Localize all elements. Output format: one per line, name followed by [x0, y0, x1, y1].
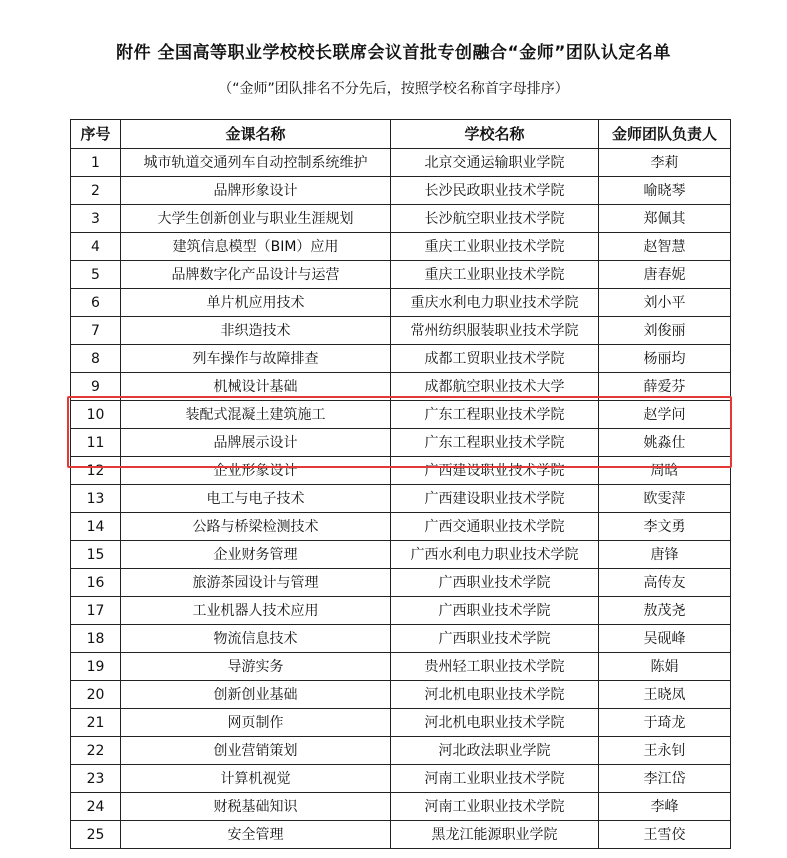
- cell-course-name: 非织造技术: [121, 317, 391, 345]
- cell-school-name: 河北政法职业学院: [391, 737, 599, 765]
- table-row: [71, 709, 731, 737]
- table-row: [71, 625, 731, 653]
- cell-course-name: 电工与电子技术: [121, 485, 391, 513]
- cell-school-name: 广西水利电力职业技术学院: [391, 541, 599, 569]
- cell-school-name: 长沙航空职业技术学院: [391, 205, 599, 233]
- cell-school-name: 长沙民政职业技术学院: [391, 177, 599, 205]
- cell-number: 24: [71, 793, 121, 821]
- cell-number: 8: [71, 345, 121, 373]
- table-row: [71, 345, 731, 373]
- table-header-row: [71, 120, 731, 149]
- cell-number: 12: [71, 457, 121, 485]
- cell-team-leader: 刘小平: [599, 289, 731, 317]
- cell-course-name: 单片机应用技术: [121, 289, 391, 317]
- cell-school-name: 黑龙江能源职业学院: [391, 821, 599, 849]
- document-title: 附件 全国高等职业学校校长联席会议首批专创融合“金师”团队认定名单: [116, 43, 671, 63]
- cell-school-name: 广西交通职业技术学院: [391, 513, 599, 541]
- cell-number: 15: [71, 541, 121, 569]
- table-row: [71, 457, 731, 485]
- cell-course-name: 企业财务管理: [121, 541, 391, 569]
- table-row: [71, 233, 731, 261]
- table-row: [71, 205, 731, 233]
- cell-school-name: 广东工程职业技术学院: [391, 429, 599, 457]
- header-team-leader: 金师团队负责人: [599, 120, 731, 149]
- table-body: [71, 149, 731, 849]
- table-row: [71, 317, 731, 345]
- cell-team-leader: 王永钊: [599, 737, 731, 765]
- cell-course-name: 建筑信息模型（BIM）应用: [121, 233, 391, 261]
- table-row: [71, 261, 731, 289]
- document-subtitle: （“金师”团队排名不分先后，按照学校名称首字母排序）: [218, 81, 569, 97]
- cell-team-leader: 王雪佼: [599, 821, 731, 849]
- cell-team-leader: 敖茂尧: [599, 597, 731, 625]
- cell-number: 16: [71, 569, 121, 597]
- cell-number: 9: [71, 373, 121, 401]
- cell-team-leader: 唐锋: [599, 541, 731, 569]
- cell-school-name: 常州纺织服装职业技术学院: [391, 317, 599, 345]
- cell-course-name: 财税基础知识: [121, 793, 391, 821]
- header-course-name: 金课名称: [121, 120, 391, 149]
- cell-team-leader: 赵学问: [599, 401, 731, 429]
- cell-course-name: 创新创业基础: [121, 681, 391, 709]
- cell-school-name: 广西职业技术学院: [391, 597, 599, 625]
- table-row: [71, 737, 731, 765]
- cell-team-leader: 唐春妮: [599, 261, 731, 289]
- cell-team-leader: 陈娟: [599, 653, 731, 681]
- cell-school-name: 贵州轻工职业技术学院: [391, 653, 599, 681]
- cell-number: 11: [71, 429, 121, 457]
- cell-number: 21: [71, 709, 121, 737]
- cell-course-name: 创业营销策划: [121, 737, 391, 765]
- cell-team-leader: 李文勇: [599, 513, 731, 541]
- cell-number: 6: [71, 289, 121, 317]
- cell-team-leader: 欧雯萍: [599, 485, 731, 513]
- table-row: [71, 765, 731, 793]
- cell-number: 1: [71, 149, 121, 177]
- cell-team-leader: 薛爱芬: [599, 373, 731, 401]
- cell-course-name: 列车操作与故障排查: [121, 345, 391, 373]
- cell-number: 13: [71, 485, 121, 513]
- cell-school-name: 广西职业技术学院: [391, 569, 599, 597]
- cell-number: 2: [71, 177, 121, 205]
- list-table-container: [70, 119, 730, 849]
- cell-school-name: 河北机电职业技术学院: [391, 681, 599, 709]
- cell-school-name: 河南工业职业技术学院: [391, 765, 599, 793]
- table-row: [71, 597, 731, 625]
- cell-course-name: 旅游茶园设计与管理: [121, 569, 391, 597]
- cell-school-name: 成都航空职业技术大学: [391, 373, 599, 401]
- cell-school-name: 成都工贸职业技术学院: [391, 345, 599, 373]
- cell-course-name: 导游实务: [121, 653, 391, 681]
- cell-number: 23: [71, 765, 121, 793]
- cell-school-name: 广西职业技术学院: [391, 625, 599, 653]
- table-row: [71, 513, 731, 541]
- table-row: [71, 821, 731, 849]
- cell-team-leader: 刘俊丽: [599, 317, 731, 345]
- table-row: [71, 485, 731, 513]
- cell-course-name: 安全管理: [121, 821, 391, 849]
- cell-course-name: 工业机器人技术应用: [121, 597, 391, 625]
- cell-number: 22: [71, 737, 121, 765]
- cell-school-name: 广西建设职业技术学院: [391, 485, 599, 513]
- cell-course-name: 大学生创新创业与职业生涯规划: [121, 205, 391, 233]
- cell-course-name: 计算机视觉: [121, 765, 391, 793]
- cell-number: 17: [71, 597, 121, 625]
- cell-team-leader: 李江岱: [599, 765, 731, 793]
- cell-team-leader: 于琦龙: [599, 709, 731, 737]
- table-row: [71, 373, 731, 401]
- cell-number: 4: [71, 233, 121, 261]
- table-row: [71, 177, 731, 205]
- header-number: 序号: [71, 120, 121, 149]
- cell-number: 25: [71, 821, 121, 849]
- table-row: [71, 653, 731, 681]
- cell-school-name: 广东工程职业技术学院: [391, 401, 599, 429]
- cell-school-name: 重庆工业职业技术学院: [391, 233, 599, 261]
- header-school-name: 学校名称: [391, 120, 599, 149]
- cell-team-leader: 高传友: [599, 569, 731, 597]
- cell-team-leader: 姚淼仕: [599, 429, 731, 457]
- cell-course-name: 品牌形象设计: [121, 177, 391, 205]
- cell-school-name: 北京交通运输职业学院: [391, 149, 599, 177]
- cell-school-name: 重庆工业职业技术学院: [391, 261, 599, 289]
- cell-course-name: 物流信息技术: [121, 625, 391, 653]
- cell-team-leader: 杨丽均: [599, 345, 731, 373]
- cell-course-name: 网页制作: [121, 709, 391, 737]
- table-row: [71, 401, 731, 429]
- cell-school-name: 广西建设职业技术学院: [391, 457, 599, 485]
- table-row: [71, 793, 731, 821]
- cell-number: 10: [71, 401, 121, 429]
- cell-course-name: 企业形象设计: [121, 457, 391, 485]
- table-row: [71, 569, 731, 597]
- cell-number: 5: [71, 261, 121, 289]
- cell-team-leader: 郑佩其: [599, 205, 731, 233]
- table-row: [71, 541, 731, 569]
- table-row: [71, 289, 731, 317]
- table-row: [71, 681, 731, 709]
- cell-team-leader: 赵智慧: [599, 233, 731, 261]
- cell-number: 7: [71, 317, 121, 345]
- cell-number: 19: [71, 653, 121, 681]
- cell-number: 3: [71, 205, 121, 233]
- cell-school-name: 河北机电职业技术学院: [391, 709, 599, 737]
- cell-team-leader: 周晗: [599, 457, 731, 485]
- cell-team-leader: 吴砚峰: [599, 625, 731, 653]
- table-row: [71, 429, 731, 457]
- cell-team-leader: 李峰: [599, 793, 731, 821]
- cell-course-name: 品牌数字化产品设计与运营: [121, 261, 391, 289]
- cell-course-name: 品牌展示设计: [121, 429, 391, 457]
- cell-school-name: 河南工业职业技术学院: [391, 793, 599, 821]
- cell-course-name: 装配式混凝土建筑施工: [121, 401, 391, 429]
- cell-course-name: 机械设计基础: [121, 373, 391, 401]
- cell-school-name: 重庆水利电力职业技术学院: [391, 289, 599, 317]
- table-row: [71, 149, 731, 177]
- cell-team-leader: 李莉: [599, 149, 731, 177]
- cell-course-name: 城市轨道交通列车自动控制系统维护: [121, 149, 391, 177]
- golden-teacher-table: [70, 119, 731, 849]
- cell-course-name: 公路与桥梁检测技术: [121, 513, 391, 541]
- cell-number: 20: [71, 681, 121, 709]
- cell-team-leader: 王晓凤: [599, 681, 731, 709]
- cell-team-leader: 喻晓琴: [599, 177, 731, 205]
- cell-number: 18: [71, 625, 121, 653]
- cell-number: 14: [71, 513, 121, 541]
